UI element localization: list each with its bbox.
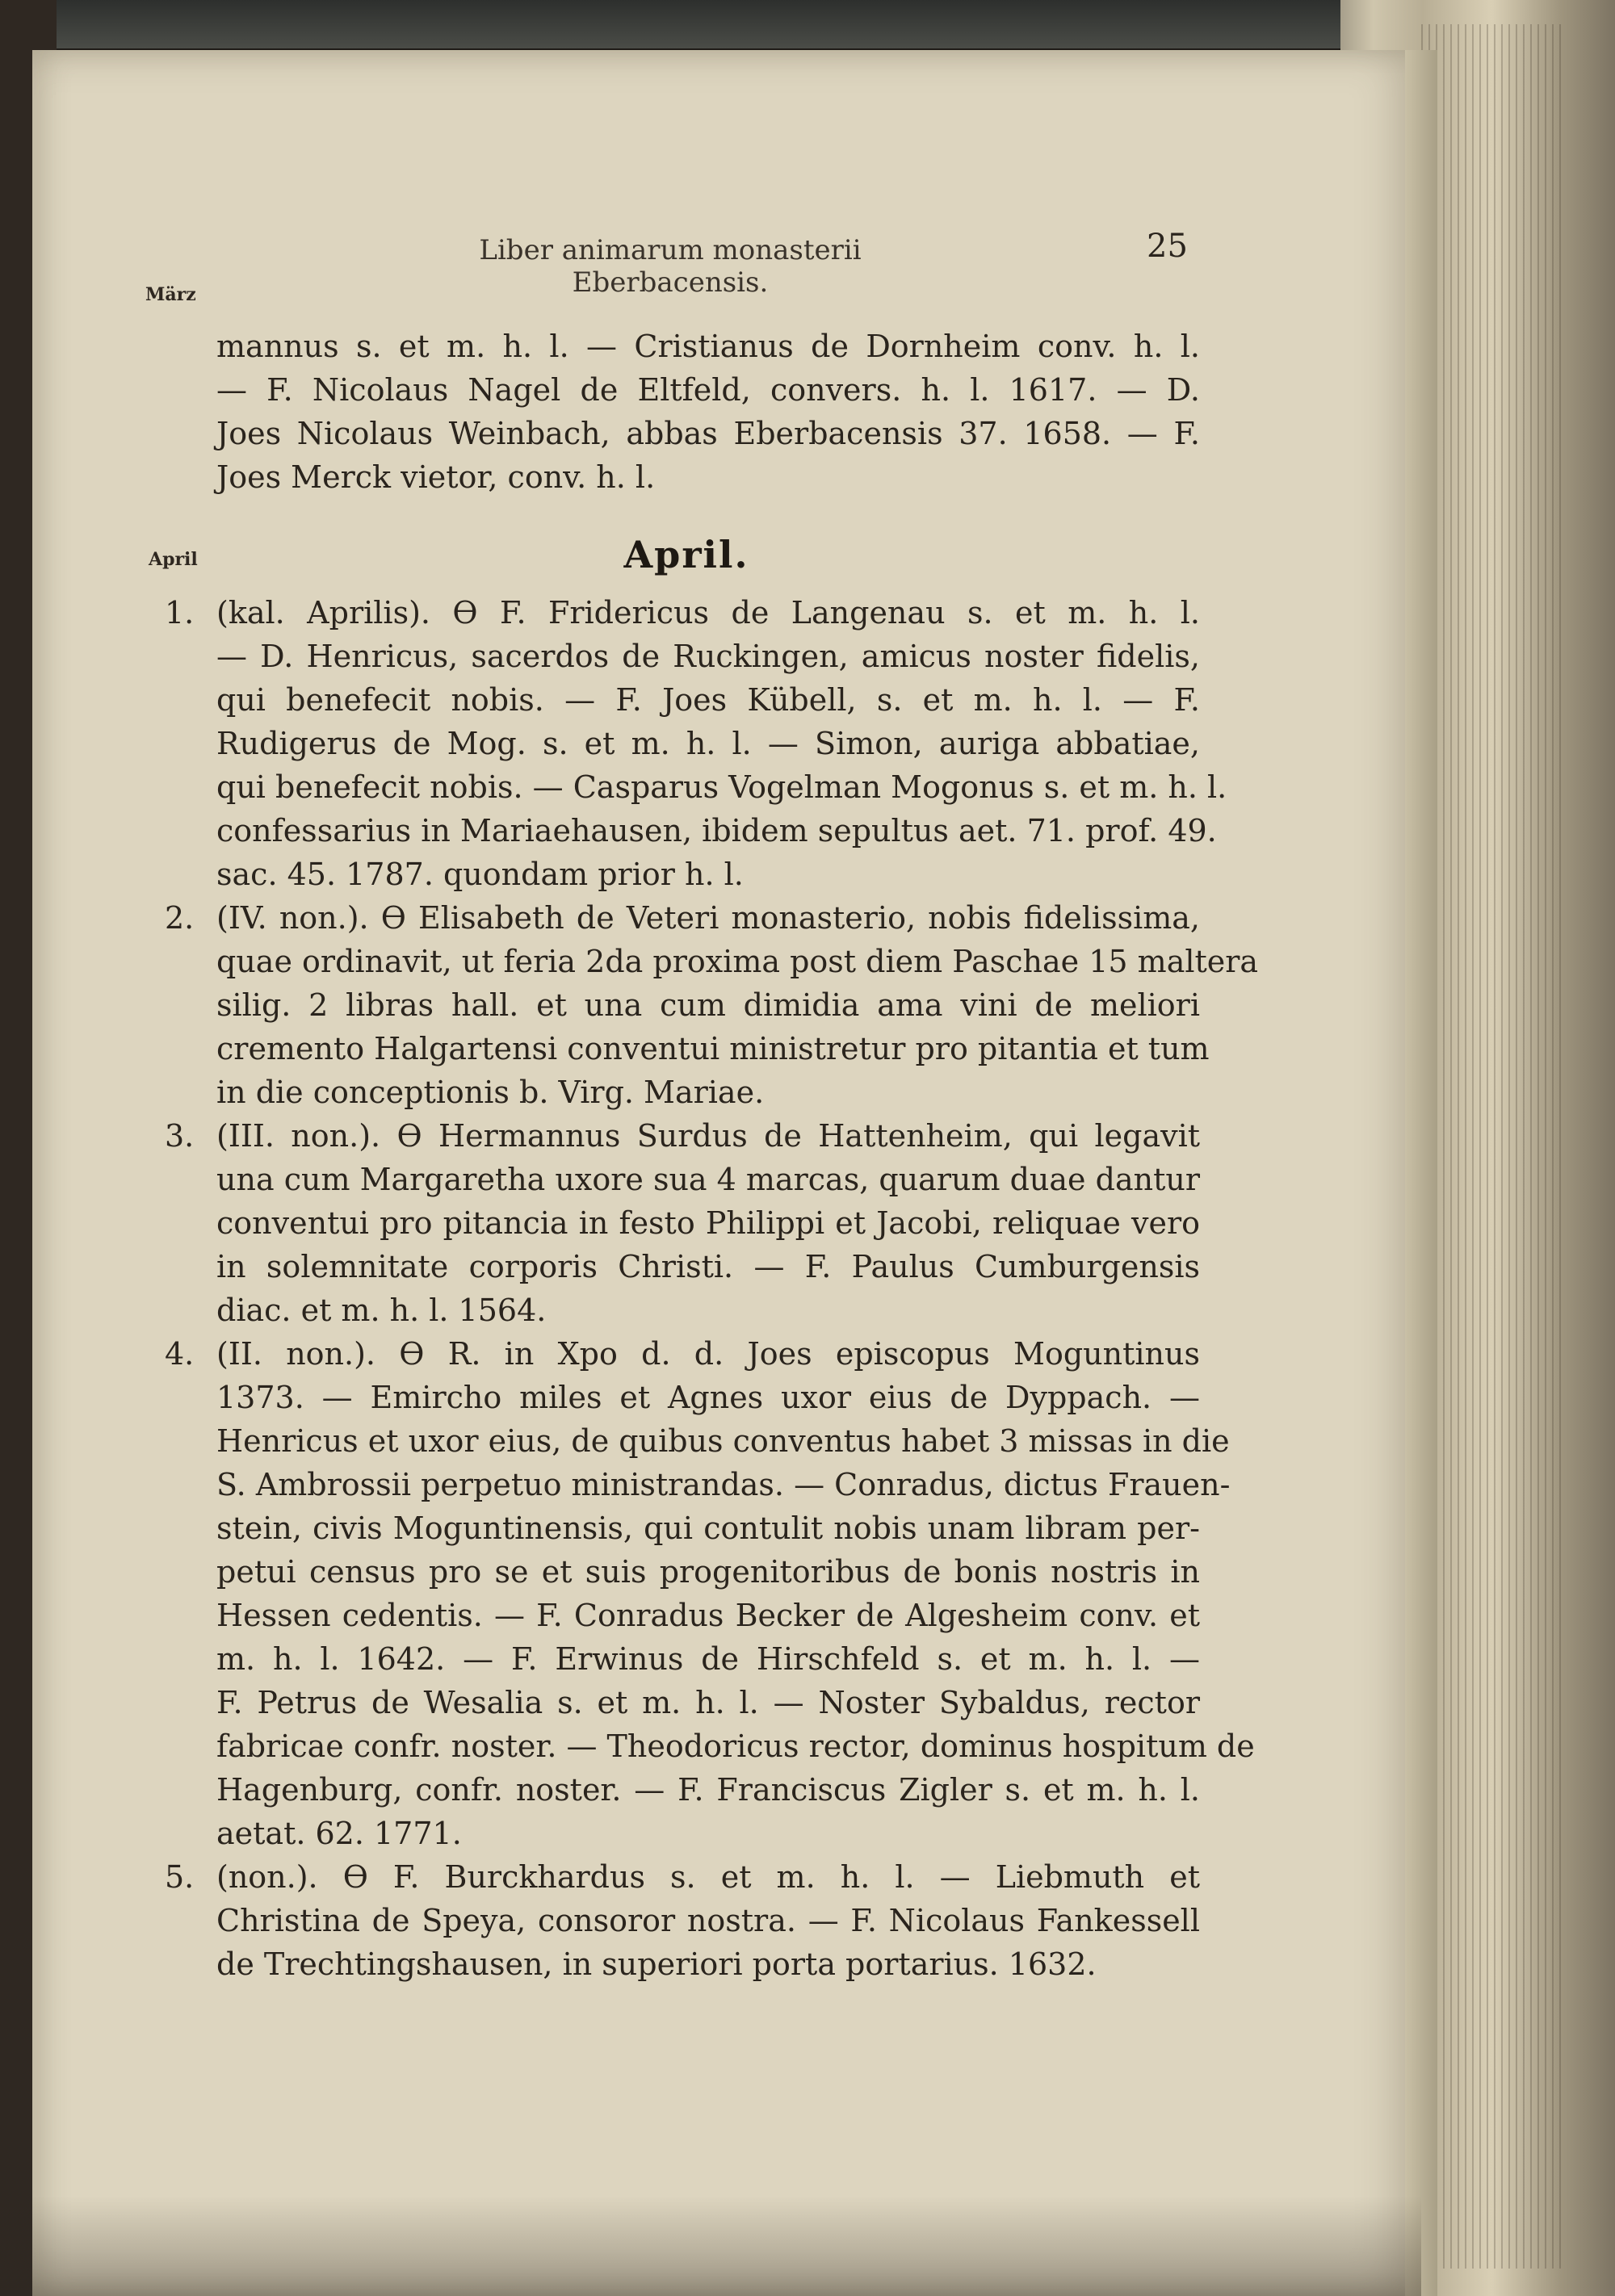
text-line: aetat. 62. 1771.	[216, 1816, 462, 1851]
text-line: in die conceptionis b. Virg. Mariae.	[216, 1075, 765, 1110]
text-line: qui benefecit nobis. — Casparus Vogelman Mogonus s. et m. h. l.	[216, 769, 1227, 805]
book-page-edge-lines	[1421, 24, 1567, 2269]
text-line: qui benefecit nobis. — F. Joes Kübell, s. et m. h. l. — F.	[216, 682, 1200, 718]
text-line: (II. non.). ϴ R. in Xpo d. d. Joes episcopus Moguntinus	[216, 1336, 1200, 1372]
text-line: Joes Nicolaus Weinbach, abbas Eberbacensis 37. 1658. — F.	[216, 416, 1200, 451]
margin-note-april: April	[149, 549, 198, 570]
entry-number: 5.	[165, 1859, 195, 1895]
text-line: stein, civis Moguntinensis, qui contulit nobis unam libram per-	[216, 1510, 1200, 1546]
text-line: sac. 45. 1787. quondam prior h. l.	[216, 857, 744, 892]
text-line: (III. non.). ϴ Hermannus Surdus de Hattenheim, qui legavit	[216, 1118, 1200, 1154]
text-line: quae ordinavit, ut feria 2da proxima post diem Paschae 15 maltera	[216, 944, 1259, 979]
text-line: Henricus et uxor eius, de quibus conventus habet 3 missas in die	[216, 1423, 1230, 1459]
text-line: Rudigerus de Mog. s. et m. h. l. — Simon, auriga abbatiae,	[216, 726, 1200, 761]
text-line: Hessen cedentis. — F. Conradus Becker de Algesheim conv. et	[216, 1598, 1200, 1633]
text-line: m. h. l. 1642. — F. Erwinus de Hirschfeld s. et m. h. l. —	[216, 1641, 1200, 1677]
text-line: F. Petrus de Wesalia s. et m. h. l. — Noster Sybaldus, rector	[216, 1685, 1200, 1720]
entry-number: 1.	[165, 595, 195, 631]
bottom-shadow	[32, 2196, 1421, 2296]
entry-number: 2.	[165, 900, 195, 936]
text-line: silig. 2 libras hall. et una cum dimidia ama vini de meliori	[216, 987, 1200, 1023]
text-line: de Trechtingshausen, in superiori porta portarius. 1632.	[216, 1946, 1097, 1982]
text-line: cremento Halgartensi conventui ministretur pro pitantia et tum	[216, 1031, 1210, 1066]
text-line: fabricae confr. noster. — Theodoricus rector, dominus hospitum de	[216, 1728, 1255, 1764]
text-line: Christina de Speya, consoror nostra. — F. Nicolaus Fankessell	[216, 1903, 1200, 1938]
margin-note-maerz: März	[145, 284, 196, 305]
text-line: diac. et m. h. l. 1564.	[216, 1293, 547, 1328]
entry-number: 4.	[165, 1336, 195, 1372]
text-line: petui census pro se et suis progenitoribus de bonis nostris in	[216, 1554, 1200, 1590]
page-number: 25	[1147, 228, 1188, 265]
text-line: (non.). ϴ F. Burckhardus s. et m. h. l. — Liebmuth et	[216, 1859, 1200, 1895]
text-line: confessarius in Mariaehausen, ibidem sepultus aet. 71. prof. 49.	[216, 813, 1217, 848]
text-line: S. Ambrossii perpetuo ministrandas. — Conradus, dictus Frauen-	[216, 1467, 1231, 1502]
text-line: 1373. — Emircho miles et Agnes uxor eius de Dyppach. —	[216, 1380, 1200, 1415]
text-line: (kal. Aprilis). ϴ F. Fridericus de Langenau s. et m. h. l.	[216, 595, 1200, 631]
running-head: Liber animarum monasterii Eberbacensis.	[479, 234, 862, 299]
page-fold-shadow	[1405, 50, 1437, 2296]
entry-number: 3.	[165, 1118, 195, 1154]
text-line: conventui pro pitancia in festo Philippi et Jacobi, reliquae vero	[216, 1205, 1200, 1241]
section-heading: April.	[623, 533, 749, 576]
text-line: (IV. non.). ϴ Elisabeth de Veteri monasterio, nobis fidelissima,	[216, 900, 1200, 936]
text-line: in solemnitate corporis Christi. — F. Paulus Cumburgensis	[216, 1249, 1200, 1284]
text-line: — F. Nicolaus Nagel de Eltfeld, convers. h. l. 1617. — D.	[216, 372, 1200, 408]
text-line: Joes Merck vietor, conv. h. l.	[216, 459, 656, 495]
text-line: mannus s. et m. h. l. — Cristianus de Dornheim conv. h. l.	[216, 329, 1200, 364]
text-line: una cum Margaretha uxore sua 4 marcas, quarum duae dantur	[216, 1162, 1200, 1197]
text-line: Hagenburg, confr. noster. — F. Franciscus Zigler s. et m. h. l.	[216, 1772, 1200, 1808]
text-line: — D. Henricus, sacerdos de Ruckingen, amicus noster fidelis,	[216, 639, 1200, 674]
